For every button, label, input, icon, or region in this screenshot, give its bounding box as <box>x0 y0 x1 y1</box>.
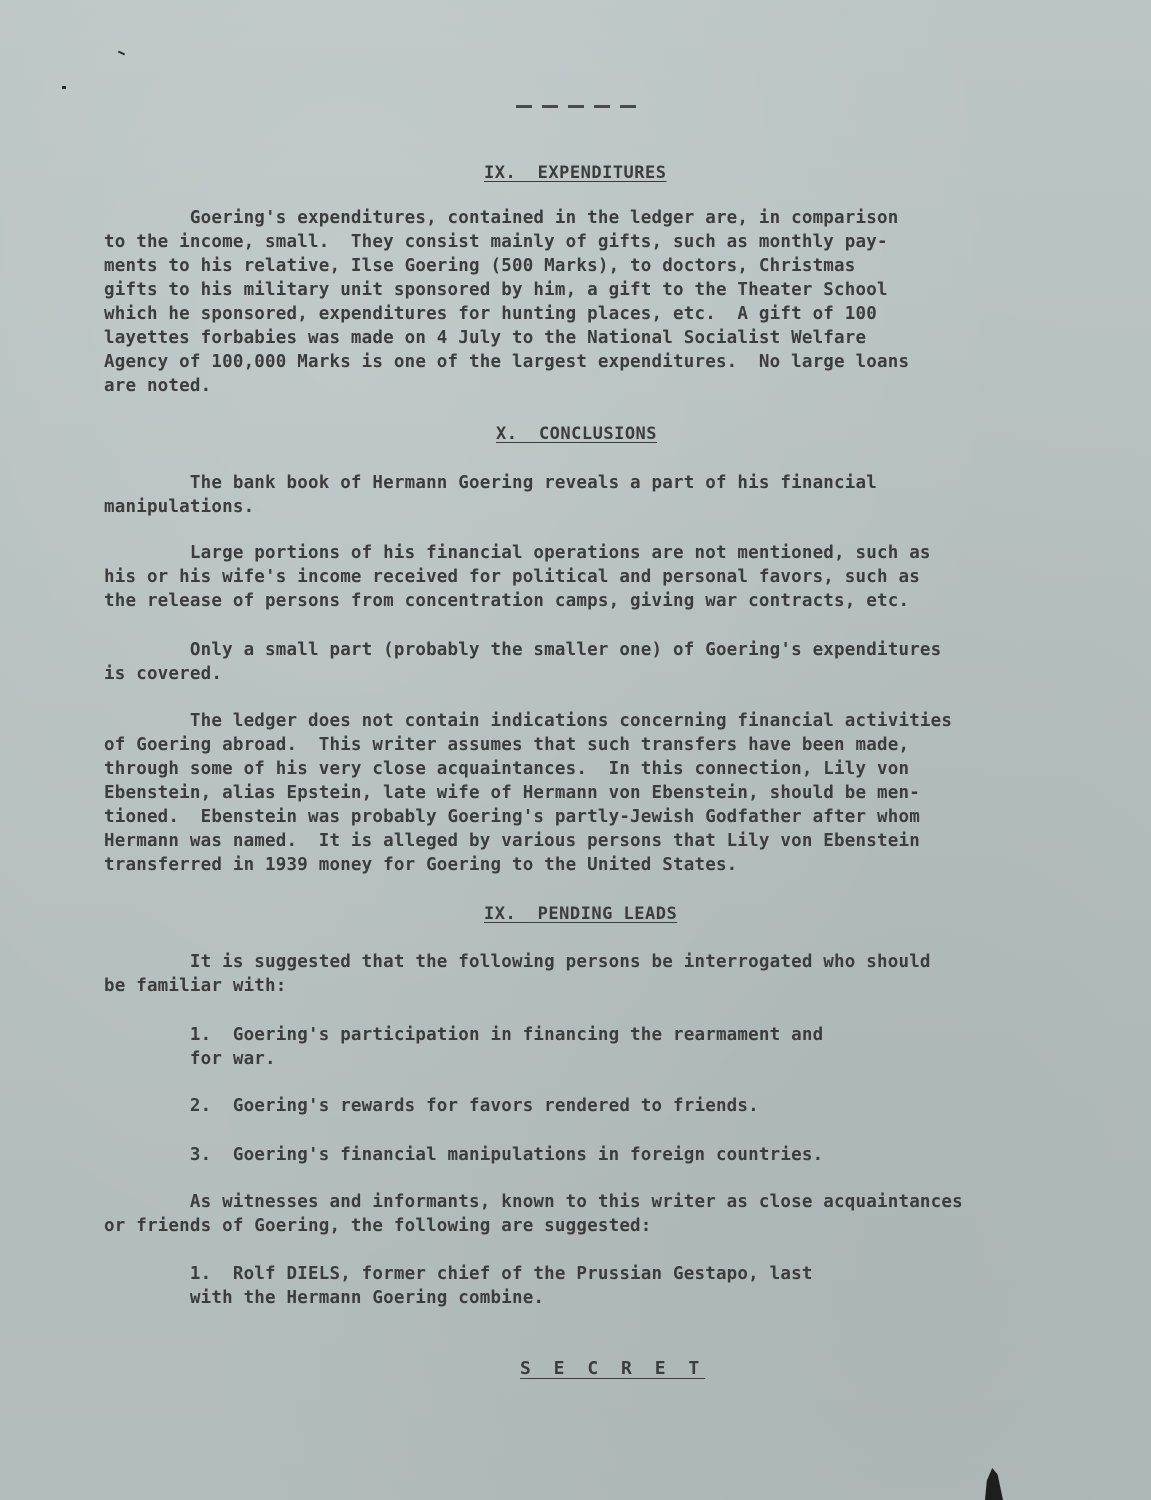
text-line: for war. <box>104 1049 276 1069</box>
text-line: 2. Goering's rewards for favors rendered to friends. <box>104 1096 759 1116</box>
text-line: Goering's expenditures, contained in the ledger are, in comparison <box>104 208 899 228</box>
text-line: Large portions of his financial operations are not mentioned, such as <box>104 543 931 563</box>
margin-mark <box>62 86 66 89</box>
section-heading-expenditures: IX. EXPENDITURES <box>484 163 667 183</box>
margin-mark <box>118 51 125 56</box>
text-line: his or his wife's income received for political and personal favors, such as <box>104 567 920 587</box>
text-line: 1. Goering's participation in financing the rearmament and <box>104 1025 824 1045</box>
text-line: 3. Goering's financial manipulations in foreign countries. <box>104 1145 824 1165</box>
text-line: 1. Rolf DIELS, former chief of the Prussian Gestapo, last <box>104 1264 813 1284</box>
top-classification-mark <box>516 100 644 110</box>
text-line: Hermann was named. It is alleged by various persons that Lily von Ebenstein <box>104 831 920 851</box>
text-line: layettes forbabies was made on 4 July to the National Socialist Welfare <box>104 328 867 348</box>
text-line: which he sponsored, expenditures for hunting places, etc. A gift of 100 <box>104 304 877 324</box>
text-line: the release of persons from concentration camps, giving war contracts, etc. <box>104 591 910 611</box>
text-line: transferred in 1939 money for Goering to the United States. <box>104 855 738 875</box>
text-line: tioned. Ebenstein was probably Goering's partly-Jewish Godfather after whom <box>104 807 920 827</box>
text-line: ments to his relative, Ilse Goering (500 Marks), to doctors, Christmas <box>104 256 856 276</box>
text-line: be familiar with: <box>104 976 287 996</box>
text-line: of Goering abroad. This writer assumes that such transfers have been made, <box>104 735 910 755</box>
text-line: are noted. <box>104 376 212 396</box>
text-line: As witnesses and informants, known to this writer as close acquaintances <box>104 1192 963 1212</box>
text-line: Ebenstein, alias Epstein, late wife of Hermann von Ebenstein, should be men- <box>104 783 920 803</box>
text-line: manipulations. <box>104 497 255 517</box>
section-heading-pending-leads: IX. PENDING LEADS <box>484 904 678 924</box>
text-line: The bank book of Hermann Goering reveals a part of his financial <box>104 473 877 493</box>
section-heading-conclusions: X. CONCLUSIONS <box>496 424 658 444</box>
corner-tear-mark <box>985 1468 1003 1500</box>
text-line: through some of his very close acquaintances. In this connection, Lily von <box>104 759 910 779</box>
text-line: or friends of Goering, the following are suggested: <box>104 1216 652 1236</box>
footer-classification: S E C R E T <box>520 1358 706 1379</box>
text-line: is covered. <box>104 664 223 684</box>
text-line: Agency of 100,000 Marks is one of the largest expenditures. No large loans <box>104 352 910 372</box>
text-line: Only a small part (probably the smaller one) of Goering's expenditures <box>104 640 942 660</box>
text-line: It is suggested that the following persons be interrogated who should <box>104 952 931 972</box>
text-line: with the Hermann Goering combine. <box>104 1288 545 1308</box>
text-line: to the income, small. They consist mainly of gifts, such as monthly pay- <box>104 232 888 252</box>
text-line: The ledger does not contain indications concerning financial activities <box>104 711 953 731</box>
text-line: gifts to his military unit sponsored by him, a gift to the Theater School <box>104 280 888 300</box>
